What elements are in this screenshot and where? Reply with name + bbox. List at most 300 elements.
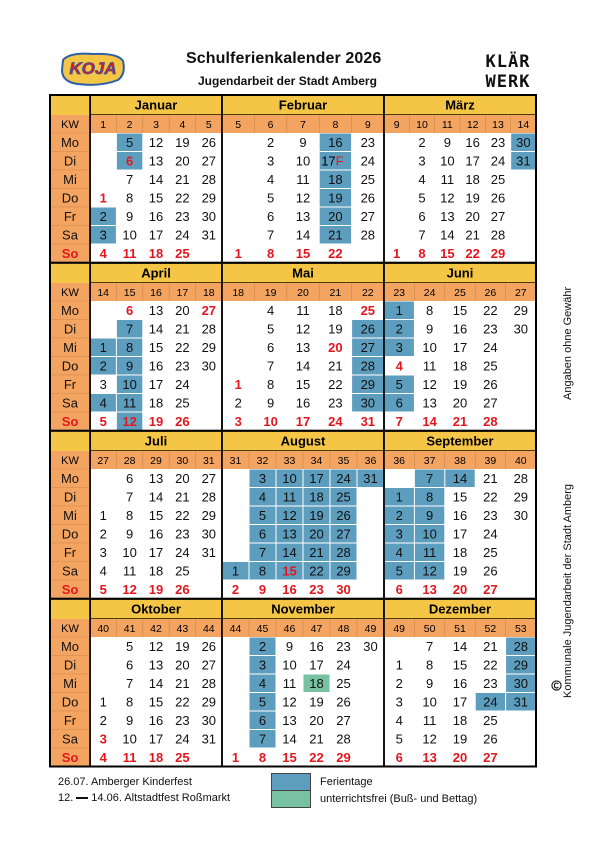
- day-number: 11: [296, 172, 310, 187]
- legend-swatch-ferientage: [271, 773, 311, 791]
- weekday-label: Do: [61, 694, 79, 710]
- footer-note-altstadtfest-end: 14.06. Altstadtfest Roßmarkt: [91, 792, 231, 804]
- day-number: 3: [258, 471, 267, 486]
- day-number: 11: [282, 676, 297, 691]
- day-number: 9: [299, 135, 307, 150]
- day-number: 8: [425, 489, 434, 505]
- kw-number: 10: [416, 119, 428, 131]
- day-number: 2: [395, 508, 403, 523]
- kw-number: 3: [153, 119, 159, 131]
- koja-logo-text: KOJA: [69, 59, 117, 78]
- day-number: 6: [418, 209, 426, 224]
- legend-label-ferientage: Ferientage: [320, 776, 373, 788]
- day-number: 21: [483, 639, 498, 654]
- day-number: 27: [336, 713, 351, 728]
- day-number: 25: [175, 246, 190, 261]
- day-number: 18: [148, 246, 164, 261]
- day-number: 10: [422, 526, 437, 542]
- day-number: 25: [175, 563, 190, 579]
- page-subtitle: Jugendarbeit der Stadt Amberg: [198, 74, 377, 88]
- day-number: 29: [490, 246, 506, 261]
- day-number: 12: [122, 414, 137, 429]
- day-number: 7: [125, 676, 134, 691]
- day-number: 7: [395, 414, 403, 429]
- day-number: 27: [201, 471, 217, 486]
- day-number: 23: [175, 209, 190, 224]
- day-number: 10: [282, 657, 297, 673]
- kw-number: 23: [393, 287, 406, 299]
- day-number: 22: [483, 657, 498, 673]
- day-number: 29: [201, 694, 217, 710]
- day-number: 21: [328, 227, 343, 243]
- day-number: 25: [360, 172, 376, 187]
- day-number: 17: [295, 414, 311, 429]
- day-number: 22: [465, 246, 480, 261]
- day-number: 14: [440, 227, 455, 243]
- legend-label-unterrichtsfrei: unterrichtsfrei (Buß- und Bettag): [320, 793, 478, 805]
- kw-number: 15: [123, 287, 136, 299]
- day-number: 5: [99, 414, 107, 429]
- day-number: 21: [175, 172, 190, 187]
- day-number: 26: [175, 582, 190, 597]
- day-number: 6: [125, 471, 134, 486]
- day-number: 26: [201, 135, 217, 150]
- day-number: 2: [395, 676, 403, 691]
- day-number: 30: [363, 639, 378, 654]
- day-number: 3: [395, 694, 403, 710]
- day-number: 12: [422, 563, 437, 579]
- kw-number: 9: [364, 119, 371, 131]
- day-number: 27: [360, 209, 376, 224]
- kw-number: 27: [514, 287, 527, 299]
- day-number: 13: [422, 750, 437, 765]
- day-number: 26: [175, 414, 190, 429]
- kw-number: 16: [150, 287, 162, 299]
- kw-number: 45: [256, 623, 269, 635]
- day-number: 21: [465, 227, 480, 243]
- weekday-label: Sa: [62, 563, 78, 579]
- day-number: 16: [328, 135, 343, 150]
- kw-number: 40: [514, 455, 527, 467]
- day-number: 15: [282, 750, 297, 765]
- day-number: 9: [425, 676, 434, 691]
- day-number: 28: [201, 489, 217, 505]
- kw-number: 12: [466, 119, 479, 131]
- kw-number: 18: [232, 287, 245, 299]
- day-number: 26: [360, 190, 376, 206]
- day-number: 15: [282, 563, 297, 579]
- day-number: 17: [148, 731, 164, 747]
- weekday-label: So: [61, 246, 79, 261]
- kw-number: 41: [123, 623, 136, 635]
- kw-number: 36: [393, 455, 406, 467]
- weekday-label: Fr: [63, 545, 77, 560]
- day-number: 16: [148, 526, 164, 542]
- day-number: 9: [125, 358, 134, 374]
- kw-number: 2: [126, 119, 133, 131]
- day-number: 13: [422, 395, 437, 411]
- day-number: 17: [148, 377, 164, 392]
- kw-number: 26: [484, 287, 497, 299]
- day-number: 17: [309, 657, 324, 673]
- day-number: 18: [328, 303, 343, 318]
- day-number: 19: [452, 563, 468, 579]
- day-number: 6: [125, 153, 134, 169]
- day-number: 3: [395, 526, 403, 542]
- kw-number: 43: [176, 623, 189, 635]
- day-number: 27: [490, 209, 506, 224]
- day-number: 14: [148, 172, 164, 187]
- day-number: 22: [175, 340, 190, 355]
- day-number: 31: [360, 414, 376, 429]
- kw-number: 17: [176, 287, 189, 299]
- day-number: 24: [483, 526, 498, 542]
- kw-number: 19: [264, 287, 277, 299]
- day-number: 17: [148, 227, 164, 243]
- day-number: 20: [175, 303, 190, 318]
- day-number: 12: [122, 582, 137, 597]
- day-number: 31: [363, 471, 378, 486]
- day-number: 28: [336, 545, 351, 560]
- day-number: 29: [513, 489, 529, 505]
- day-number: 11: [440, 172, 455, 187]
- day-number: 15: [452, 657, 468, 673]
- weekday-label: Do: [61, 358, 79, 374]
- kw-number: 29: [150, 455, 162, 467]
- day-number: 7: [258, 731, 267, 747]
- kw-number: 14: [97, 287, 110, 299]
- day-number: 27: [201, 303, 217, 318]
- day-number: 11: [122, 246, 137, 261]
- day-number: 17: [148, 545, 164, 560]
- day-number: 2: [99, 358, 107, 374]
- day-number: 8: [418, 246, 426, 261]
- weekday-label: Fr: [63, 713, 77, 728]
- day-number: 16: [295, 395, 311, 411]
- copyright-label: Kommunale Jugendarbeit der Stadt Amberg: [562, 483, 574, 698]
- day-number: 30: [360, 395, 376, 411]
- weekday-label: Sa: [62, 227, 78, 243]
- day-number: 3: [99, 227, 107, 243]
- day-number: 10: [295, 153, 311, 169]
- day-number: 5: [99, 582, 107, 597]
- kw-number: 28: [123, 455, 136, 467]
- month-name: April: [141, 265, 171, 281]
- kw-number: 46: [283, 623, 296, 635]
- day-number: 12: [148, 639, 164, 654]
- month-name: September: [426, 433, 494, 449]
- day-number: 31: [201, 545, 217, 560]
- weekday-label: Di: [63, 489, 77, 505]
- day-number: 26: [201, 639, 217, 654]
- day-number: 26: [483, 731, 498, 747]
- kw-number: 30: [176, 455, 189, 467]
- day-number: 7: [425, 471, 434, 486]
- day-number: 9: [258, 582, 267, 597]
- day-number: 16: [148, 358, 164, 374]
- kw-number: 42: [150, 623, 162, 635]
- weekday-label: Mo: [60, 135, 80, 150]
- day-number: 26: [483, 377, 498, 392]
- month-name: Dezember: [428, 601, 492, 617]
- day-number: 14: [422, 414, 437, 429]
- day-number: 28: [336, 731, 351, 747]
- weekday-label: Mo: [60, 639, 80, 654]
- day-number: 25: [336, 676, 351, 691]
- day-number: 29: [513, 657, 529, 673]
- day-number: 17F: [321, 153, 344, 169]
- day-number: 2: [99, 713, 107, 728]
- kw-label: KW: [61, 119, 79, 131]
- weekday-label: Mi: [63, 676, 77, 691]
- day-number: 30: [201, 209, 217, 224]
- kw-number: 14: [517, 119, 530, 131]
- day-number: 10: [263, 414, 278, 429]
- kw-number: 5: [205, 119, 212, 131]
- day-number: 24: [175, 377, 190, 392]
- day-number: 12: [148, 135, 164, 150]
- day-number: 15: [148, 190, 164, 206]
- kw-number: 5: [235, 119, 242, 131]
- day-number: 24: [328, 414, 343, 429]
- day-number: 23: [490, 135, 506, 150]
- day-number: 30: [201, 713, 217, 728]
- day-number: 3: [99, 545, 107, 560]
- day-number: 8: [258, 750, 267, 765]
- day-number: 30: [513, 676, 529, 691]
- weekday-label: Mo: [60, 471, 80, 486]
- kw-number: 27: [97, 455, 110, 467]
- day-number: 16: [148, 713, 164, 728]
- day-number: 23: [483, 676, 498, 691]
- day-number: 16: [282, 582, 297, 597]
- day-number: 23: [175, 526, 190, 542]
- day-number: 20: [452, 750, 468, 765]
- day-number: 17: [309, 471, 324, 486]
- day-number: 13: [295, 340, 311, 355]
- footer: [0, 770, 600, 830]
- day-number: 3: [99, 377, 107, 392]
- day-number: 4: [258, 676, 267, 691]
- day-number: 8: [425, 303, 434, 318]
- month-name: November: [271, 601, 335, 617]
- day-number: 10: [422, 694, 437, 710]
- day-number: 17: [452, 340, 468, 355]
- kw-number: 37: [423, 455, 436, 467]
- kw-number: 8: [332, 119, 339, 131]
- day-number: 10: [122, 731, 137, 747]
- day-number: 20: [452, 582, 468, 597]
- day-number: 24: [175, 227, 190, 243]
- day-number: 13: [440, 209, 455, 224]
- day-number: 15: [295, 377, 311, 392]
- day-number: 1: [234, 246, 242, 261]
- day-number: 16: [148, 209, 164, 224]
- day-number: 9: [125, 526, 134, 542]
- day-number: 3: [99, 731, 107, 747]
- kw-number: 35: [337, 455, 350, 467]
- day-number: 9: [266, 395, 275, 411]
- kw-number: 38: [454, 455, 466, 467]
- day-number: 13: [148, 153, 164, 169]
- day-number: 27: [483, 582, 498, 597]
- day-number: 6: [266, 209, 275, 224]
- label-corner: [50, 599, 90, 619]
- day-number: 24: [483, 340, 498, 355]
- day-number: 24: [336, 471, 351, 486]
- day-number: 15: [148, 340, 164, 355]
- day-number: 11: [122, 395, 137, 411]
- day-number: 4: [266, 172, 275, 187]
- label-corner: [50, 431, 90, 451]
- day-number: 2: [266, 135, 275, 150]
- day-number: 1: [99, 190, 107, 206]
- day-number: 1: [99, 508, 107, 523]
- day-number: 6: [125, 657, 134, 673]
- day-number: 22: [309, 563, 324, 579]
- day-number: 7: [258, 545, 267, 560]
- day-number: 10: [122, 545, 137, 560]
- day-number: 29: [360, 377, 376, 392]
- footer-note-altstadtfest-start: 12.: [58, 792, 74, 804]
- day-number: 20: [465, 209, 480, 224]
- day-number: 19: [452, 731, 468, 747]
- day-number: 22: [175, 694, 190, 710]
- day-number: 29: [336, 563, 351, 579]
- day-number: 21: [483, 471, 498, 486]
- day-number: 2: [99, 526, 107, 542]
- kw-number: 52: [484, 623, 497, 635]
- day-number: 20: [328, 340, 343, 355]
- day-number: 4: [395, 545, 403, 560]
- day-number: 30: [513, 508, 529, 523]
- day-number: 13: [148, 657, 164, 673]
- day-number: 27: [201, 657, 217, 673]
- day-number: 1: [231, 750, 240, 765]
- day-number: 10: [440, 153, 455, 169]
- day-number: 25: [483, 545, 498, 560]
- day-number: 22: [328, 377, 343, 392]
- day-number: 20: [175, 153, 190, 169]
- disclaimer-text: [562, 265, 576, 400]
- month-name: Januar: [134, 97, 178, 113]
- kw-number: 44: [202, 623, 215, 635]
- day-number: 8: [125, 508, 134, 523]
- day-number: 17: [452, 694, 468, 710]
- kw-number: 18: [202, 287, 215, 299]
- day-number: 22: [483, 489, 498, 505]
- legend-swatch-unterrichtsfrei: [271, 790, 311, 808]
- day-number: 18: [148, 395, 164, 411]
- day-number: 11: [422, 545, 437, 560]
- day-number: 24: [490, 153, 506, 169]
- day-number: 2: [234, 395, 242, 411]
- day-number: 19: [309, 508, 324, 523]
- day-number: 29: [201, 190, 217, 206]
- day-number: 18: [465, 172, 480, 187]
- kw-number: 1: [100, 119, 107, 131]
- weekday-label: Mo: [60, 303, 80, 318]
- day-number: 5: [395, 377, 403, 392]
- day-number: 28: [201, 321, 217, 337]
- weekday-label: Fr: [63, 209, 77, 224]
- day-number: 28: [360, 358, 376, 374]
- day-number: 2: [395, 321, 403, 337]
- day-number: 27: [360, 340, 376, 355]
- day-number: 28: [490, 227, 506, 243]
- day-number: 18: [309, 676, 324, 691]
- day-number: 12: [282, 694, 297, 710]
- kw-number: 32: [256, 455, 269, 467]
- month-name: Mai: [292, 265, 314, 281]
- day-number: 6: [258, 713, 267, 728]
- day-number: 25: [175, 395, 190, 411]
- month-name: August: [280, 433, 326, 449]
- day-number: 14: [148, 321, 164, 337]
- day-number: 29: [336, 750, 351, 765]
- day-number: 2: [99, 209, 107, 224]
- day-number: 5: [266, 190, 275, 206]
- month-name: Oktober: [131, 601, 181, 617]
- day-number: 5: [418, 190, 426, 206]
- kw-label: KW: [61, 623, 79, 635]
- day-number: 19: [175, 135, 190, 150]
- kw-number: 22: [361, 287, 374, 299]
- weekday-label: Do: [61, 190, 79, 206]
- day-number: 30: [201, 526, 217, 542]
- kw-number: 20: [297, 287, 309, 299]
- day-number: 28: [201, 676, 217, 691]
- day-number: 3: [395, 340, 403, 355]
- day-number: 11: [422, 713, 437, 728]
- day-number: 29: [201, 508, 217, 523]
- weekday-label: So: [61, 582, 79, 597]
- day-number: 10: [282, 471, 297, 486]
- day-number: 20: [309, 713, 324, 728]
- day-number: 20: [452, 395, 468, 411]
- day-number: 4: [99, 563, 107, 579]
- day-number: 5: [395, 731, 403, 747]
- weekday-label: Mi: [63, 340, 77, 355]
- day-number: 23: [309, 582, 324, 597]
- kw-number: 34: [310, 455, 323, 467]
- day-number: 7: [266, 227, 275, 243]
- day-number: 8: [258, 563, 267, 579]
- month-name: Februar: [278, 97, 328, 113]
- day-number: 12: [282, 508, 297, 523]
- weekday-label: Di: [63, 321, 77, 337]
- day-number: 15: [148, 694, 164, 710]
- day-number: 8: [125, 190, 134, 206]
- day-number: 9: [425, 508, 434, 523]
- day-number: 21: [175, 676, 190, 691]
- day-number: 30: [201, 358, 217, 374]
- day-number: 4: [99, 750, 107, 765]
- day-number: 23: [483, 321, 498, 337]
- day-number: 1: [234, 377, 242, 392]
- day-number: 9: [125, 209, 134, 224]
- kw-number: 51: [454, 623, 466, 635]
- weekday-label: Di: [63, 153, 77, 169]
- disclaimer-label: Angaben ohne Gewähr: [562, 286, 574, 400]
- day-number: 28: [513, 639, 529, 654]
- kw-number: 9: [393, 119, 400, 131]
- day-number: 11: [122, 563, 137, 579]
- day-number: 23: [360, 135, 376, 150]
- day-number: 11: [122, 750, 137, 765]
- day-number: 16: [309, 639, 324, 654]
- kw-number: 33: [283, 455, 296, 467]
